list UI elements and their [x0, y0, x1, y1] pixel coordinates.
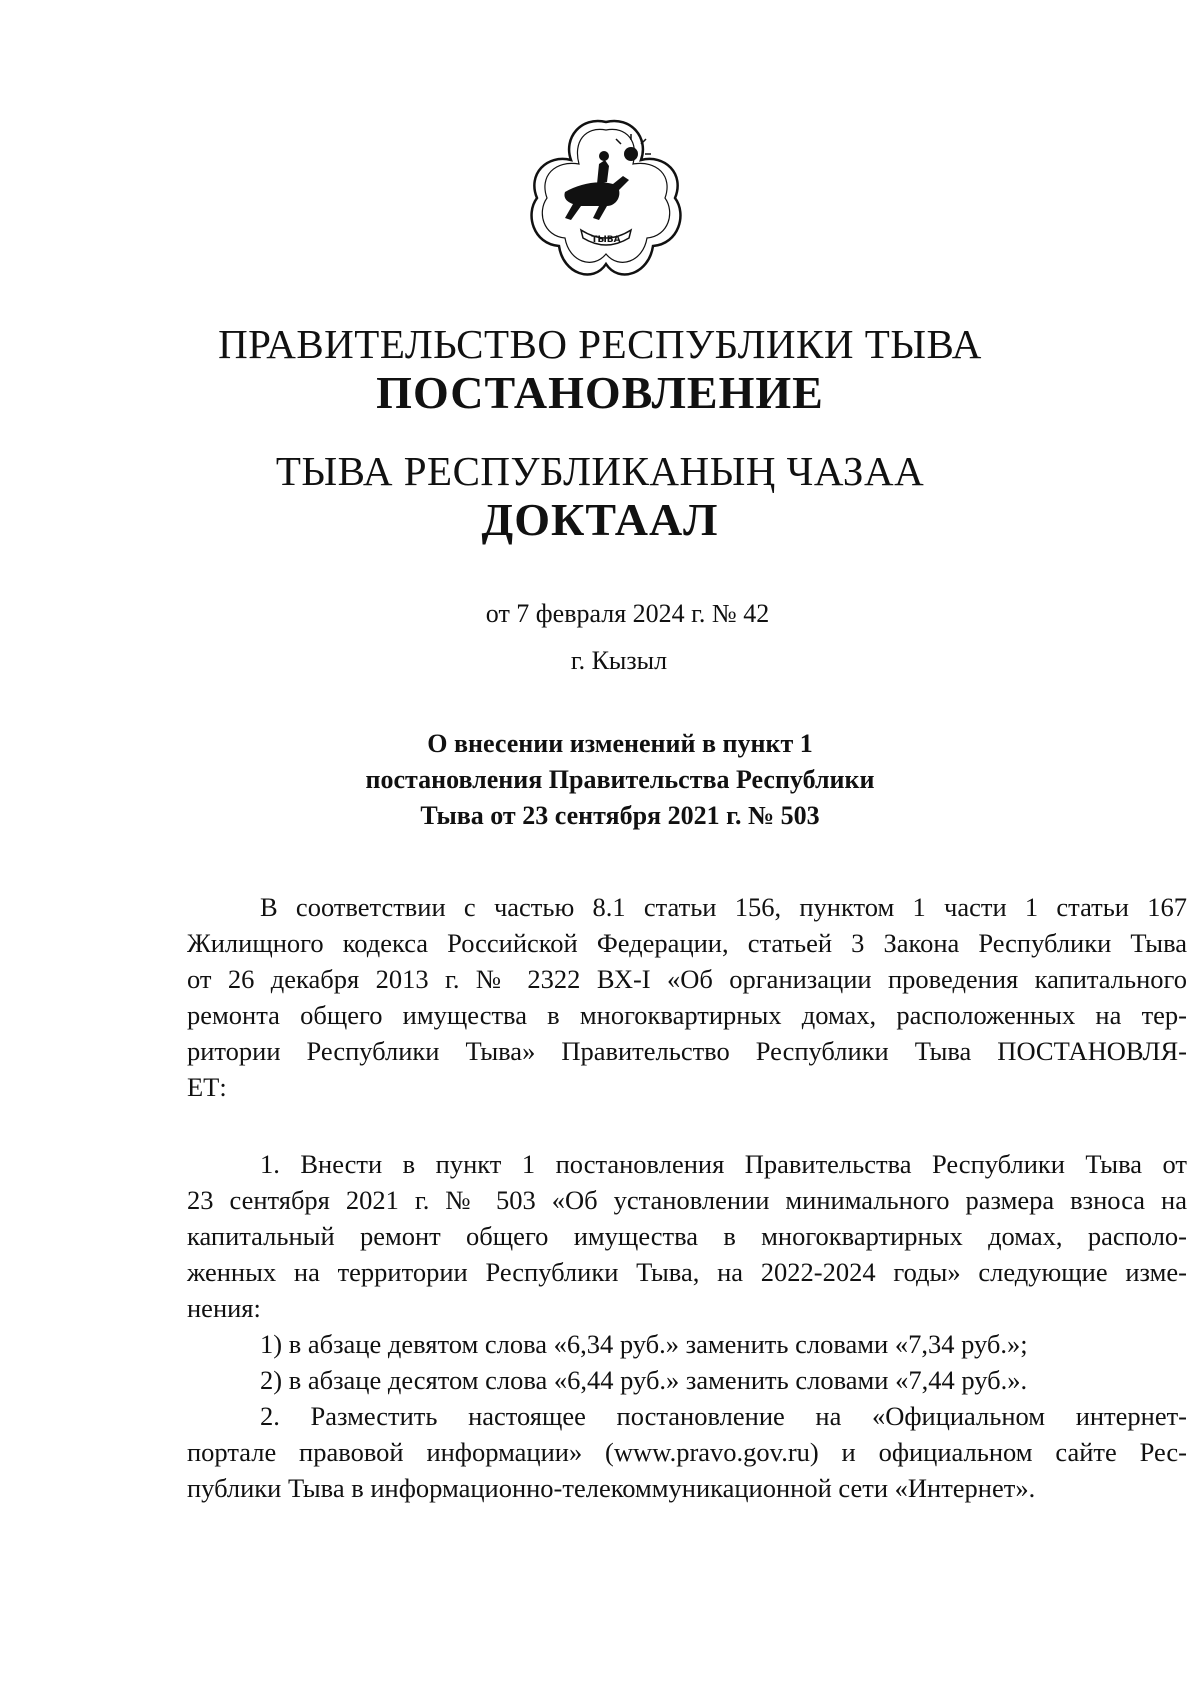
item2-line: 2. Разместить настоящее постановление на «Официальном интернет- [260, 1401, 1187, 1431]
item1-line: капитальный ремонт общего имущества в многоквартирных домах, располо- [187, 1221, 1187, 1251]
title-line: О внесении изменений в пункт 1 [427, 729, 813, 758]
preamble-line: ремонта общего имущества в многоквартирных домах, расположенных на тер- [187, 1000, 1187, 1030]
item1-line: 23 сентября 2021 г. № 503 «Об установлении минимального размера взноса на [187, 1185, 1187, 1215]
preamble-line: от 26 декабря 2013 г. № 2322 ВХ-I «Об организации проведения капитального [187, 964, 1187, 994]
item1-line: женных на территории Республики Тыва, на 2022-2024 годы» следующие изме- [187, 1257, 1187, 1287]
title-line: постановления Правительства Республики [365, 765, 875, 794]
item2-line: портале правовой информации» (www.pravo.gov.ru) и официальном сайте Рес- [187, 1437, 1187, 1467]
document-date-number: от 7 февраля 2024 г. № 42 [485, 599, 770, 628]
government-title-tyv: ТЫВА РЕСПУБЛИКАНЫҢ ЧАЗАА [275, 448, 925, 494]
item1-subitem: 2) в абзаце десятом слова «6,44 руб.» заменить словами «7,44 руб.». [260, 1365, 1028, 1395]
preamble-line: ритории Республики Тыва» Правительство Республики Тыва ПОСТАНОВЛЯ- [187, 1036, 1187, 1066]
item2-line: публики Тыва в информационно-телекоммуникационной сети «Интернет». [187, 1473, 1036, 1503]
item1-subitem: 1) в абзаце девятом слова «6,34 руб.» заменить словами «7,34 руб.»; [260, 1329, 1028, 1359]
government-title-ru: ПРАВИТЕЛЬСТВО РЕСПУБЛИКИ ТЫВА [218, 321, 982, 367]
document-city: г. Кызыл [570, 646, 668, 675]
svg-text:ТЫВА: ТЫВА [591, 235, 621, 245]
document-type-tyv: ДОКТААЛ [481, 494, 719, 545]
coat-of-arms-emblem [519, 114, 693, 288]
preamble-line: ЕТ: [187, 1072, 227, 1102]
preamble-line: В соответствии с частью 8.1 статьи 156, пунктом 1 части 1 статьи 167 [260, 892, 1187, 922]
item1-line: 1. Внести в пункт 1 постановления Правительства Республики Тыва от [260, 1149, 1187, 1179]
document-title [330, 726, 910, 834]
item1-line: нения: [187, 1293, 261, 1323]
document-type-ru: ПОСТАНОВЛЕНИЕ [376, 367, 824, 418]
title-line: Тыва от 23 сентября 2021 г. № 503 [420, 801, 820, 830]
preamble-line: Жилищного кодекса Российской Федерации, статьей 3 Закона Республики Тыва [187, 928, 1187, 958]
